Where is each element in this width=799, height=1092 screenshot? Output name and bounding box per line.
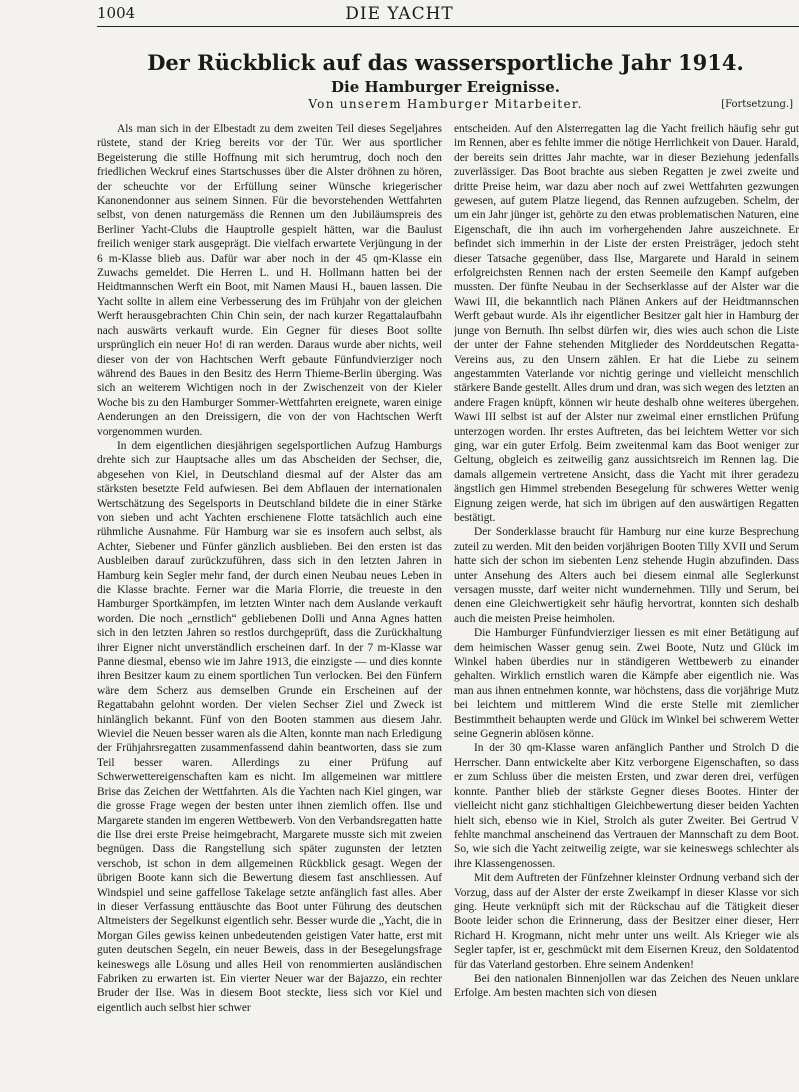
paragraph: Der Sonderklasse braucht für Hamburg nur eine kurze Besprechung zuteil zu werden. Mit den beiden vorjährigen Booten Tilly XVII und Serum hatte sich der schon im siebenten Lenz stehende Hugin abzufinden. Dass unter Ansehung des Alters auch bei diesem einmal alle Seglerkunst versagen musste, darf weiter nicht wundernehmen. Tilly und Serum, bei denen eine Gleichwertigkeit sehr häufig hervortrat, konnten sich deshalb auch die meisten Preise heimholen. — [454, 526, 799, 625]
page-number: 1004 — [97, 4, 136, 22]
paragraph: Als man sich in der Elbestadt zu dem zweiten Teil dieses Segeljahres rüstete, stand der Krieg bereits vor der Tür. Wer aus sportlicher Begeisterung die stille Hoffnung mit sich herumtrug, doch noch den friedlichen Weckruf eines Startschusses über die Alster dröhnen zu hören, der scheuchte vor der Erfüllung seiner Wünsche kriegerischer Kanonendonner aus seinem Sinnen. Für die bevorstehenden Wettfahrten selbst, von denen naturgemäss die Rennen um den Jubiläumspreis des Berliner Yacht-Clubs die Hauptrolle gespielt hätten, war die Baulust freilich weniger stark ausgeprägt. Die vielfach erwartete Verjüngung in der 6 m-Klasse blieb aus. Dafür war aber noch in der 45 qm-Klasse ein Zuwachs gemeldet. Die Herren L. und H. Hollmann hatten bei der Heidtmannschen Werft ein Boot, mit Namen Mausi H., bauen lassen. Die Yacht sollte in allem eine Verbesserung des im Frühjahr von der gleichen Werft herausgebrachten Chin Chin sein, der nach kurzer Regattalaufbahn nach auswärts verkauft wurde. Ein Gegner für dieses Boot sollte ursprünglich ein neuer Ho! di ran werden. Daraus wurde aber nichts, weil dieser von der von Hachtschen Werft gebaute Fünfundvierziger noch während des Baues in den Besitz des Herrn Thieme-Berlin überging. Was sich an weiterem Wichtigen noch in der Zwischenzeit von der Kieler Woche bis zu den Hamburger Sommer-Wettfahrten ereignete, waren einige Aenderungen an den Dreissigern, die von der von Hachtschen Werft vorgenommen wurden. — [97, 123, 442, 438]
paragraph: Mit dem Auftreten der Fünfzehner kleinster Ordnung verband sich der Vorzug, dass auf der Alster der erste Zweikampf in dieser Klasse vor sich ging. Heute verknüpft sich mit der Rückschau auf die Tätigkeit dieser Boote leider schon die Erinnerung, dass der Besitzer einer dieser, Herr Richard H. Krogmann, nicht mehr unter uns weilt. Als Krieger wie als Segler tapfer, ist er, geschmückt mit dem Eisernen Kreuz, den Soldatentod für das Vaterland gestorben. Ehre seinem Andenken! — [454, 872, 799, 971]
paragraph: Die Hamburger Fünfundvierziger liessen es mit einer Betätigung auf dem heimischen Wasser genug sein. Zwei Boote, Nutz und Glück im Winkel haben überdies nur in ständigeren Wettbewerb zu einander gehalten. Wirklich ernstlich waren die Kämpfe aber eigentlich nie. Was man aus ihnen entnehmen konnte, war höchstens, dass die vorjährige Mutz bei leichtem und mittlerem Wind die erste Stelle mit ziemlicher Bestimmtheit behaupten werde und Glück im Winkel bei schwerem Wetter seine Gegnerin ablösen könne. — [454, 627, 799, 741]
article-byline: Von unserem Hamburger Mitarbeiter. — [308, 97, 583, 111]
right-column — [454, 122, 799, 1090]
journal-title: DIE YACHT — [345, 4, 454, 24]
paragraph: Bei den nationalen Binnenjollen war das Zeichen des Neuen unklare Erfolge. Am besten machten sich von diesen — [454, 972, 799, 1000]
paragraph: In der 30 qm-Klasse waren anfänglich Panther und Strolch D die Herrscher. Dann entwickelte aber Kitz verborgene Eigenschaften, so dass er zum Schluss über die meisten Ersten, und zwar deren drei, verfügen konnte. Panther blieb der stärkste Gegner dieses Bootes. Hinter der vielleicht nicht ganz stichhaltigen Gleichbewertung dieser beiden Yachten hielt sich, ebenso wie in Kiel, Strolch als guter Zweiter. Bei Gertrud V fehlte manchmal anscheinend das Vertrauen der Mannschaft zu dem Boot. So, wie sich die Yacht zeitweilig zeigte, war sie keineswegs schlechter als ihre Klassengenossen. — [454, 742, 799, 870]
article-title: Der Rückblick auf das wassersportliche Jahr 1914. — [147, 50, 744, 75]
left-column — [97, 122, 442, 1090]
continuation-note: [Fortsetzung.] — [721, 99, 793, 110]
article-subtitle: Die Hamburger Ereignisse. — [330, 78, 560, 96]
header-rule — [97, 26, 799, 27]
paragraph: In dem eigentlichen diesjährigen segelsportlichen Aufzug Hamburgs drehte sich zur Hauptsache alles um das Abscheiden der Sechser, die, abgesehen von Kiel, in Deutschland diesmal auf der Alster das am stärksten besetzte Feld aufwiesen. Bei dem Abflauen der internationalen Wertschätzung des Segelsports in Deutschland bildete die in einer Stärke von sieben und acht Yachten erschienene Flotte tatsächlich auch eine rühmliche Ausnahme. Für Hamburg war sie es insofern auch selbst, als Achter, Siebener und Fünfer gänzlich ausblieben. Bei den ersten ist das Ausbleiben darauf zurückzuführen, dass sich in den letzten Jahren in Hamburg kein Segler mehr fand, der durch einen Neubau neues Leben in die Klasse brachte. Ferner war die Maria Florrie, die treueste in den Hamburger Sportkämpfen, im letzten Winter nach dem Auslande verkauft worden. Die noch „ernstlich“ gebliebenen Dolli und Anna Agnes hatten sich in den letzten Jahren so restlos durchgeprüft, dass die Zurückhaltung ihrer Eigner nicht unverständlich erscheinen darf. In der 7 m-Klasse war Panne diesmal, ebenso wie im Jahre 1913, die einzigste — und dies konnte ihren Besitzer kaum zu einem sportlichen Tun verlocken. Bei den Fünfern wäre dem Scherz aus demselben Grunde ein Erscheinen auf der Regattabahn gelohnt worden. Der vielen Sechser Ziel und Zweck ist hinlänglich bekannt. Fünf von den Booten stammen aus diesem Jahr. Wieviel die Neuen besser waren als die Alten, konnte man nach Erledigung der Frühjahrsregatten zusammenfassend dahin beantworten, dass sie zum Teil besser waren. Allerdings zu einer Prüfung auf Schwerwettereigenschaften kam es nicht. Im allgemeinen war mittlere Brise das Zeichen der Wettfahrten. Als die Yachten nach Kiel gingen, war die grosse Frage wegen der besten unter ihnen ziemlich offen. Ilse und Margarete standen im engeren Wettbewerb. Von den Verbandsregatten hatte die Ilse drei erste Preise heimgebracht, Margarete musste sich mit zweien begnügen. Dass die Rangstellung sich später zugunsten der letzten verschob, ist schon in dem allgemeinen Rückblick gesagt. Wegen der übrigen Boote kann sich die Bewertung diesem fast anschliessen. Auf Windspiel und seine gaffellose Takelage setzte anfänglich fast alles. Aber in dieser Verfassung enttäuschte das Boot unter Führung des deutschen Altmeisters der Segelkunst eigentlich sehr. Besser wurde die „Yacht, die in Morgan Giles gewiss keinen unbedeutenden geistigen Vater hatte, erst mit guten deutschen Segeln, ein neuer Beweis, dass in der Besegelungsfrage keineswegs alle Lösung und alles Heil von renommierten ausländischen Fabriken zu erwarten ist. Ein vierter Neuer war der Bajazzo, ein rechter Bruder der Ilse. Was in diesem Boot steckte, liess sich vor Kiel und eigentlich auch selbst hier schwer — [97, 439, 442, 1014]
paragraph: entscheiden. Auf den Alsterregatten lag die Yacht freilich häufig sehr gut im Rennen, aber es fehlte immer die nötige Herrlichkeit von Dauer. Harald, der bereits sein drittes Jahr machte, war in dieser Beziehung jedenfalls zuverlässiger. Das Boot brachte aus sieben Regatten je zwei zweite und dritte Preise heim, war dazu aber noch auf zwei Wettfahrten gezwungen gewesen, auf gutem Platze liegend, das Rennen aufzugeben. Schelm, der um ein Jahr jünger ist, gehörte zu den etwas problematischen Naturen, eine Eigenschaft, die ihn auch im vorhergehenden Jahre auszeichnete. Er befindet sich immerhin in der Liste der ersten Preisträger, jedoch steht dieser Tatsache gegenüber, dass Ilse, Margarete und Harald in seinem erfolgreichsten Rennen nach der ersten Seemeile den Kampf aufgeben mussten. Der fünfte Neubau in der Sechserklasse auf der Alster war die Wawi III, die bekanntlich nach Plänen Ankers auf der Heidtmannschen Werft gebaut wurde. Als ihr eigentlicher Besitzer galt hier in Hamburg der junge von Bernuth. Ihn selbst dürfen wir, dies wies auch schon die Liste der unter der Fahne stehenden Mitglieder des Norddeutschen Regatta-Vereins aus, zu den Unsern zählen. Er hat die Liebe zu seinem angestammten Vaterlande vor nichtig geringe und vielleicht menschlich stärkere Bande gestellt. Alles drum und dran, was sich wegen des letzten an andere Fragen knüpft, können wir heute deshalb ohne weiteres übergehen. Wawi III selbst ist auf der Alster nur zweimal einer ernstlichen Prüfung unterzogen worden. Ihr erstes Auftreten, das bei leichtem Wetter vor sich ging, war ein guter Erfolg. Beim zweitenmal kam das Boot weniger zur Geltung, obgleich es zeitweilig ganz aussichtsreich im Rennen lag. Die damals allgemein vertretene Ansicht, dass die Yacht mit ihrer geradezu ängstlich gen Himmel strebenden Besegelung für schweres Wetter wenig Eignung zeigen werde, hat sich im übrigen auf den auswärtigen Regatten bestätigt. — [454, 123, 799, 524]
